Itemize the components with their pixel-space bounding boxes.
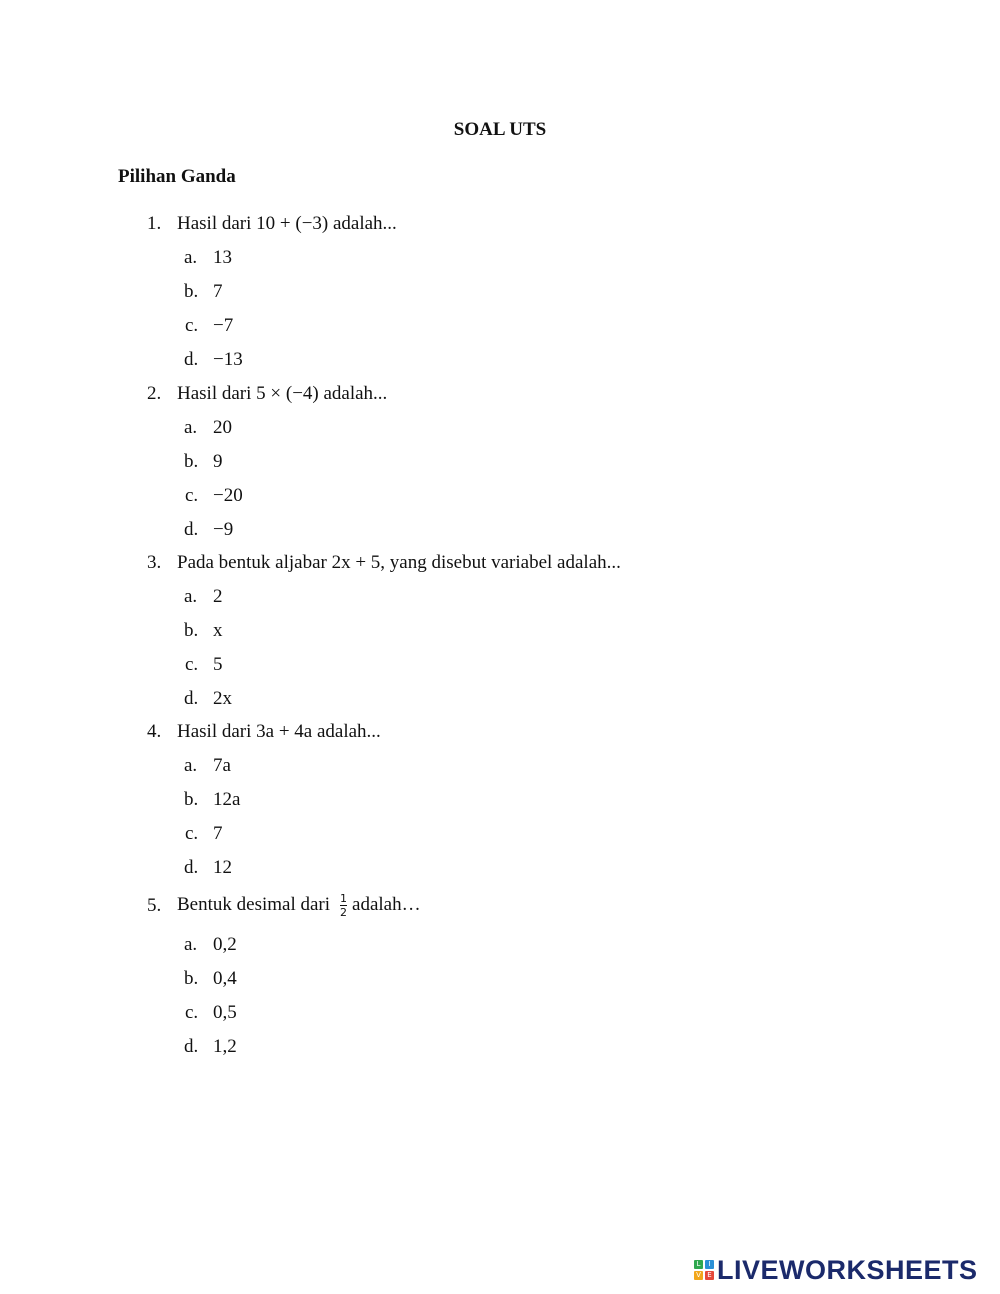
option-text[interactable]: 0,4 <box>213 968 237 989</box>
option-letter: c. <box>185 485 199 506</box>
option-text[interactable]: 2 <box>213 586 223 607</box>
option-letter: d. <box>184 857 199 878</box>
option-letter: b. <box>184 451 199 472</box>
question-number: 3. <box>147 552 162 573</box>
question-text: Hasil dari 10 + (−3) adalah... <box>177 213 397 234</box>
logo-mark-i: I <box>705 1260 714 1269</box>
question-number: 5. <box>147 895 162 916</box>
option-text[interactable]: −7 <box>213 315 234 336</box>
option-text[interactable]: −13 <box>213 349 243 370</box>
option-letter: c. <box>185 1002 199 1023</box>
option-letter: d. <box>184 1036 199 1057</box>
option-text[interactable]: 12a <box>213 789 241 810</box>
page-title: SOAL UTS <box>453 119 547 140</box>
liveworksheets-logo <box>694 1254 978 1286</box>
option-letter: a. <box>184 586 198 607</box>
option-text[interactable]: 0,2 <box>213 934 237 955</box>
option-letter: b. <box>184 968 199 989</box>
option-text[interactable]: 12 <box>213 857 232 878</box>
option-letter: b. <box>184 281 199 302</box>
option-letter: b. <box>184 620 199 641</box>
option-text[interactable]: x <box>213 620 223 641</box>
logo-mark-e: E <box>705 1271 714 1280</box>
question-text: Hasil dari 3a + 4a adalah... <box>177 721 381 742</box>
question-text-before: Bentuk desimal dari <box>177 894 331 915</box>
option-text[interactable]: 7 <box>213 281 223 302</box>
question-number: 2. <box>147 383 162 404</box>
option-letter: a. <box>184 247 198 268</box>
option-text[interactable]: −20 <box>213 485 243 506</box>
logo-text: LIVEWORKSHEETS <box>717 1254 978 1285</box>
fraction-numerator: 1 <box>340 892 348 906</box>
option-text[interactable]: 2x <box>213 688 232 709</box>
option-text[interactable]: 0,5 <box>213 1002 237 1023</box>
option-letter: a. <box>184 934 198 955</box>
question-text: Hasil dari 5 × (−4) adalah... <box>177 383 388 404</box>
option-letter: c. <box>185 654 199 675</box>
option-letter: c. <box>185 315 199 336</box>
logo-mark-v: V <box>694 1271 703 1280</box>
option-letter: c. <box>185 823 199 844</box>
option-letter: d. <box>184 519 199 540</box>
option-text[interactable]: 5 <box>213 654 223 675</box>
question-text <box>177 888 421 922</box>
option-text[interactable]: 13 <box>213 247 232 268</box>
question-text: Pada bentuk aljabar 2x + 5, yang disebut variabel adalah... <box>177 552 621 573</box>
option-letter: a. <box>184 755 198 776</box>
option-text[interactable]: 7a <box>213 755 231 776</box>
question-number: 4. <box>147 721 162 742</box>
fraction-one-half <box>340 893 347 918</box>
option-text[interactable]: 1,2 <box>213 1036 237 1057</box>
option-text[interactable]: 9 <box>213 451 223 472</box>
option-letter: a. <box>184 417 198 438</box>
section-heading: Pilihan Ganda <box>118 166 236 187</box>
option-letter: d. <box>184 688 199 709</box>
fraction-denominator: 2 <box>340 906 348 920</box>
logo-mark-icon <box>694 1260 714 1280</box>
option-text[interactable]: −9 <box>213 519 234 540</box>
option-letter: d. <box>184 349 199 370</box>
option-text[interactable]: 20 <box>213 417 232 438</box>
logo-mark-l: L <box>694 1260 703 1269</box>
option-text[interactable]: 7 <box>213 823 223 844</box>
question-text-after: adalah… <box>352 894 421 915</box>
option-letter: b. <box>184 789 199 810</box>
question-number: 1. <box>147 213 162 234</box>
